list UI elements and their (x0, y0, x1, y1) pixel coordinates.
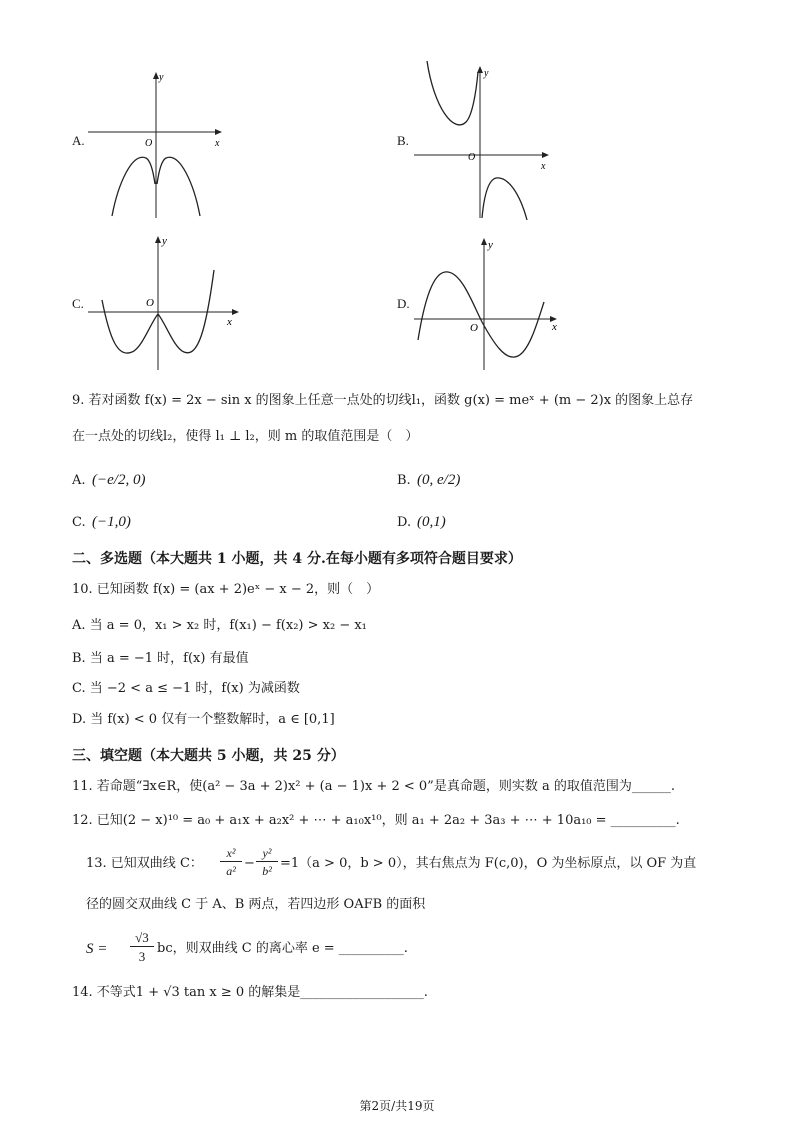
q9-option-a-label: A. (72, 473, 86, 488)
q9-option-c-text: (−1,0) (92, 514, 131, 530)
q13-line1-prefix: 13. 已知双曲线 C： (86, 856, 203, 871)
graph-a-x-label: x (215, 138, 220, 149)
q10-option-d: D. 当 f(x) < 0 仅有一个整数解时，a ∈ [0,1] (72, 712, 335, 727)
q13-line3: bc，则双曲线 C 的离心率 e = __________. (157, 941, 408, 956)
q13-minus: − (244, 856, 255, 871)
q9-line1: 9. 若对函数 f(x) = 2x − sin x 的图象上任意一点处的切线l₁，函数 g(x) = meˣ + (m − 2)x 的图象上总存 (72, 393, 694, 408)
graph-d-origin-label: O (470, 322, 478, 334)
page-footer: 第2页/共19页 (359, 1099, 435, 1113)
q9-option-b-text: (0, e/2) (417, 472, 461, 488)
q13-frac2-num: y² (256, 846, 278, 862)
section3-heading: 三、填空题（本大题共 5 小题，共 25 分） (72, 748, 345, 764)
q9-option-a-text: (−e/2, 0) (92, 472, 146, 488)
q13-line1-rest: =1（a > 0，b > 0），其右焦点为 F(c,0)，O 为坐标原点，以 OF 为直 (280, 856, 697, 871)
q10-option-c: C. 当 −2 < a ≤ −1 时，f(x) 为减函数 (72, 681, 300, 696)
q9-line2: 在一点处的切线l₂，使得 l₁ ⊥ l₂，则 m 的取值范围是（ ） (72, 429, 419, 444)
graph-b-y-label: y (484, 68, 489, 79)
graph-a-origin-label: O (145, 138, 153, 149)
graph-b (410, 58, 560, 223)
q13-s-den: 3 (138, 949, 146, 964)
q9-option-d-label: D. (397, 515, 412, 530)
q10-stem: 10. 已知函数 f(x) = (ax + 2)eˣ − x − 2，则（ ） (72, 582, 380, 597)
graph-d (410, 230, 565, 375)
graph-d-x-label: x (552, 321, 557, 333)
graph-a (84, 66, 234, 226)
graph-b-origin-label: O (468, 152, 476, 163)
q11-text: 11. 若命题“∃x∈R，使(a² − 3a + 2)x² + (a − 1)x + 2 < 0”是真命题，则实数 a 的取值范围为______. (72, 779, 675, 794)
q9-option-d-text: (0,1) (417, 514, 446, 530)
q10-option-a: A. 当 a = 0，x₁ > x₂ 时，f(x₁) − f(x₂) > x₂ − x₁ (72, 618, 367, 633)
section2-heading: 二、多选题（本大题共 1 小题，共 4 分.在每小题有多项符合题目要求） (72, 551, 522, 567)
q9-option-c-label: C. (72, 515, 86, 530)
graph-c-origin-label: O (146, 297, 154, 309)
q13-s-num: √3 (130, 930, 154, 947)
option-d-label: D. (397, 296, 410, 311)
q14-text: 14. 不等式1 + √3 tan x ≥ 0 的解集是___________________. (72, 985, 428, 1000)
q10-option-b: B. 当 a = −1 时，f(x) 有最值 (72, 651, 249, 666)
q9-option-b-label: B. (397, 473, 411, 488)
graph-a-y-label: y (159, 72, 164, 83)
graph-c-x-label: x (227, 316, 232, 328)
q13-frac1-num: x² (220, 846, 242, 862)
graph-b-x-label: x (541, 161, 546, 172)
graph-d-y-label: y (488, 239, 493, 251)
q13-frac2-den: b² (262, 864, 272, 878)
option-b-label: B. (397, 133, 409, 148)
option-c-label: C. (72, 296, 84, 311)
q13-line2: 径的圆交双曲线 C 于 A、B 两点，若四边形 OAFB 的面积 (86, 897, 426, 912)
q13-frac1-den: a² (226, 864, 236, 878)
graph-c (84, 230, 244, 375)
graph-c-y-label: y (162, 235, 167, 247)
option-a-label: A. (72, 133, 85, 148)
q13-s-prefix: S = (86, 941, 108, 957)
q12-text: 12. 已知(2 − x)¹⁰ = a₀ + a₁x + a₂x² + ⋯ + a₁₀x¹⁰，则 a₁ + 2a₂ + 3a₃ + ⋯ + 10a₁₀ = __________. (72, 813, 680, 828)
